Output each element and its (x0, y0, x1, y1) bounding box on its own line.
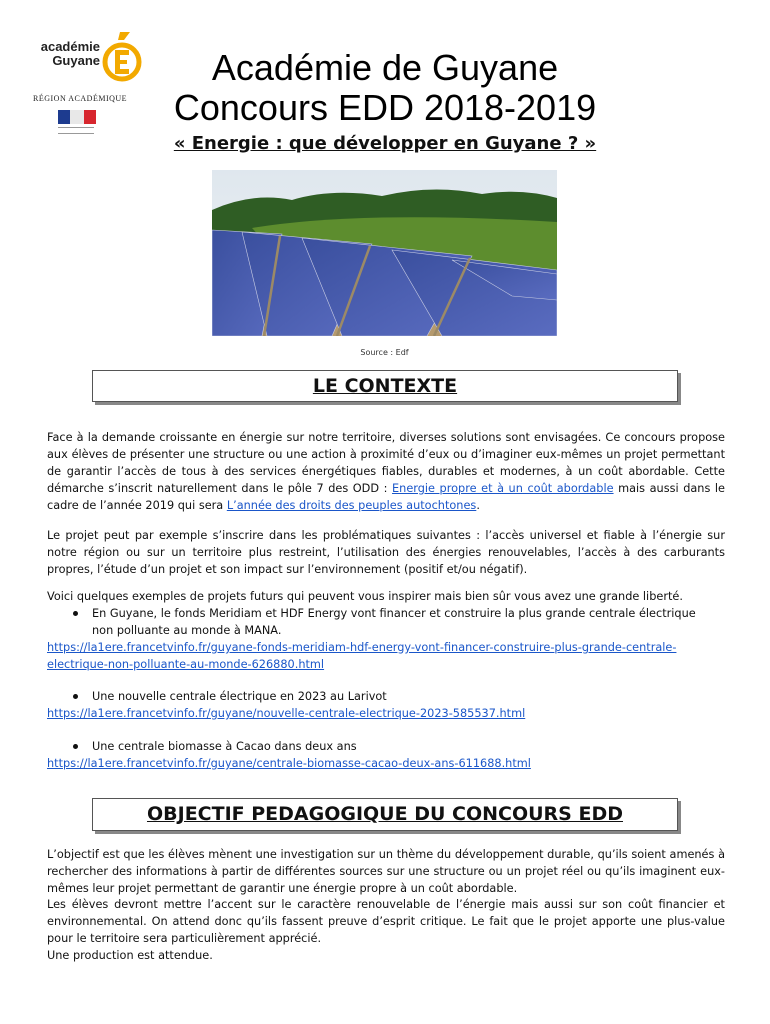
contexte-heading-text: LE CONTEXTE (312, 375, 458, 397)
p1-text-b: mais aussi dans le cadre de l’année 2019 qui sera (47, 482, 725, 512)
title-line1: Académie de Guyane (211, 47, 559, 88)
photo-source: Source : Edf (360, 348, 409, 357)
bullet-2-link[interactable]: https://la1ere.francetvinfo.fr/guyane/nouvelle-centrale-electrique-2023-585537.html (47, 707, 526, 720)
peuples-autochtones-link[interactable]: L’année des droits des peuples autochtones (226, 499, 477, 512)
odd7-link[interactable]: Energie propre et à un coût abordable (392, 482, 614, 495)
objectif-heading-text: OBJECTIF PEDAGOGIQUE DU CONCOURS EDD (146, 803, 623, 825)
objectif-paragraph-3: Une production est attendue. (47, 949, 213, 962)
logo-text (30, 40, 100, 68)
bullet-1-link[interactable] (47, 639, 747, 673)
bullet-1-link-line1: https://la1ere.francetvinfo.fr/guyane-fonds-meridiam-hdf-energy-vont-financer-construire-plus-grande-centrale- (47, 641, 677, 654)
list-item (47, 688, 747, 722)
bullet-icon (73, 694, 78, 699)
page-title (120, 48, 650, 128)
bullet-icon (73, 611, 78, 616)
list-item (47, 605, 747, 673)
objectif-paragraph-1: L’objectif est que les élèves mènent une investigation sur un thème du développement durable, qu’ils soient amenés à rechercher des informations à partir de différentes sources sur une structure ou un projet réel ou qu’ils imaginent eux-mêmes leur projet permettant de garantir une énergie propre à un coût abordable. (47, 848, 725, 895)
bullet-1-text-line2: non polluante au monde à MANA. (92, 624, 282, 637)
bullet-1-text-line1: En Guyane, le fonds Meridiam et HDF Energy vont financer et construire la plus grande centrale électrique (92, 607, 696, 620)
bullet-2-text: Une nouvelle centrale électrique en 2023 au Larivot (92, 690, 387, 703)
title-line2: Concours EDD 2018-2019 (173, 87, 597, 128)
p1-text-c: . (476, 499, 480, 512)
bullet-icon (73, 744, 78, 749)
bullet-3-text: Une centrale biomasse à Cacao dans deux ans (92, 740, 357, 753)
objectif-heading (92, 798, 678, 831)
logo-line1: académie (40, 39, 100, 54)
list-item (47, 738, 747, 772)
bullet-1-link-line2: electrique-non-polluante-au-monde-626880.html (47, 658, 325, 671)
contexte-paragraph-2: Le projet peut par exemple s’inscrire dans les problématiques suivantes : l’accès universel et fiable à l’énergie sur notre région ou sur un territoire plus restreint, l’utilisation des énergies renouvelables, l’accès à des carburants propres, l’étude d’un projet et son impact sur l’environnement (positif et/ou négatif). (47, 529, 725, 576)
solar-farm-photo (212, 170, 557, 336)
page-subtitle: « Energie : que développer en Guyane ? » (173, 133, 597, 154)
marianne-flag-icon (58, 110, 96, 124)
region-label: RÉGION ACADÉMIQUE (33, 94, 128, 103)
bullet-3-link[interactable]: https://la1ere.francetvinfo.fr/guyane/centrale-biomasse-cacao-deux-ans-611688.html (47, 757, 531, 770)
marianne-caption-lines (58, 127, 94, 134)
objectif-paragraph-2: Les élèves devront mettre l’accent sur le caractère renouvelable de l’énergie mais aussi sur son coût financier et environnemental. On attend donc qu’ils fassent preuve d’esprit critique. Le fait que le projet apporte une plus-value pour le territoire sera particulièrement apprécié. (47, 898, 725, 945)
p1-text-a: Face à la demande croissante en énergie sur notre territoire, diverses solutions sont envisagées. Ce concours propose aux élèves de présenter une structure ou une action à proximité d’eux ou d’imaginer eux-mêmes un projet permettant de garantir l’accès de tous à des services énergétiques fiables, durables et modernes, à un coût abordable. Cette démarche s’inscrit naturellement dans le pôle 7 des ODD : (47, 431, 725, 495)
contexte-paragraph-3: Voici quelques exemples de projets futurs qui peuvent vous inspirer mais bien sûr vous avez une grande liberté. (47, 590, 683, 603)
contexte-paragraph-1 (47, 429, 725, 514)
contexte-heading (92, 370, 678, 402)
logo-line2: Guyane (52, 53, 100, 68)
